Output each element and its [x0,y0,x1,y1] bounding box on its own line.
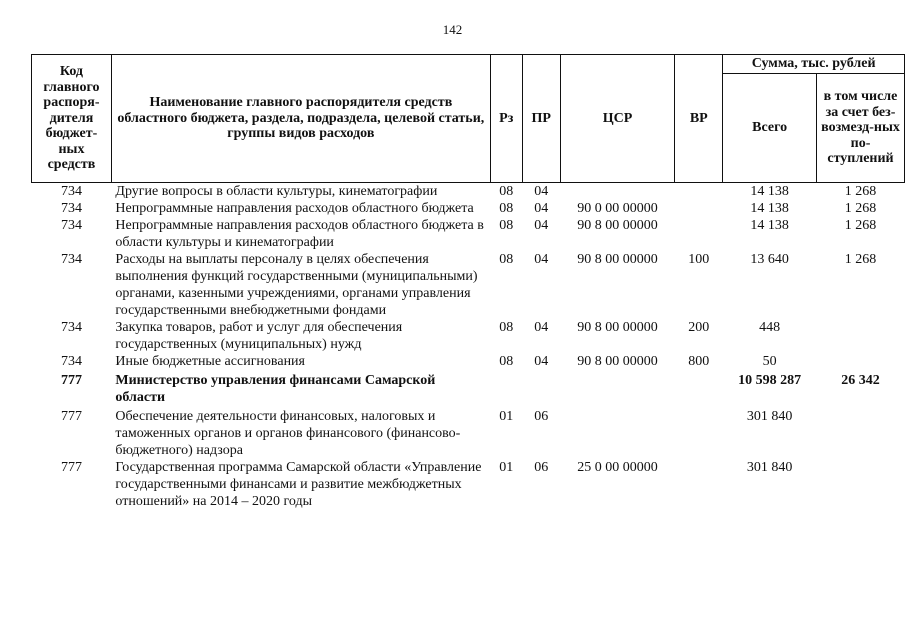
table-row [32,370,905,406]
cell-pr: 04 [534,320,549,335]
cell-csr [560,370,675,406]
cell-pr: 04 [534,252,549,267]
cell-name: Расходы на выплаты персоналу в целях обеспечения выполнения функций государственными (муниципальными) органами, казенными учреждениями, органами управления государственными внебюджетными фондами [115,252,478,318]
table-row [32,251,905,319]
cell-csr: 90 8 00 00000 [577,354,658,369]
table-row [32,406,905,459]
header-bezvozmezd: в том числе за счет без-возмезд-ных по-ступлений [817,74,905,183]
header-code: Код главного распоря-дителя бюджет-ных средств [32,55,112,183]
cell-pr: 04 [534,184,549,199]
cell-name: Закупка товаров, работ и услуг для обеспечения государственных (муниципальных) нужд [115,320,403,352]
cell-bez [817,353,905,370]
cell-vr [675,406,723,459]
cell-vr [675,370,723,406]
cell-pr: 04 [534,218,549,233]
cell-csr: 90 8 00 00000 [577,320,658,335]
cell-pr: 04 [534,354,549,369]
cell-total: 13 640 [750,252,789,267]
table-row [32,217,905,251]
cell-bez: 26 342 [841,373,880,388]
cell-total: 14 138 [750,218,789,233]
cell-vr [675,217,723,251]
cell-code: 777 [60,460,82,475]
cell-name: Непрограммные направления расходов областного бюджета [115,201,474,216]
cell-rz: 08 [499,320,514,335]
cell-csr [560,183,675,201]
cell-rz: 08 [499,252,514,267]
cell-rz: 01 [499,460,514,475]
cell-bez [817,459,905,510]
cell-vr [675,459,723,510]
cell-csr: 90 0 00 00000 [577,201,658,216]
header-vr: ВР [675,55,723,183]
table-row [32,319,905,353]
table-row [32,353,905,370]
header-csr: ЦСР [560,55,675,183]
cell-bez: 1 268 [844,184,877,199]
table-row [32,183,905,201]
cell-pr: 06 [534,460,549,475]
cell-name: Непрограммные направления расходов областного бюджета в области культуры и кинематографии [115,218,484,250]
cell-pr [522,370,560,406]
header-sum: Сумма, тыс. рублей [723,55,905,74]
header-name: Наименование главного распорядителя средств областного бюджета, раздела, подраздела, целевой статьи, группы видов расходов [111,55,490,183]
cell-rz [490,370,522,406]
cell-code: 734 [60,201,82,216]
cell-code: 734 [60,320,82,335]
table-row [32,459,905,510]
cell-name: Другие вопросы в области культуры, кинематографии [115,184,438,199]
cell-code: 777 [60,409,82,424]
cell-code: 734 [60,354,82,369]
cell-name: Министерство управления финансами Самарской области [115,373,436,405]
cell-bez [817,406,905,459]
cell-name: Обеспечение деятельности финансовых, налоговых и таможенных органов и органов финансового (финансово-бюджетного) надзора [115,409,461,458]
cell-total: 10 598 287 [738,373,802,388]
cell-name: Государственная программа Самарской области «Управление государственными финансами и развитие межбюджетных отношений» на 2014 – 2020 годы [115,460,482,509]
header-pr: ПР [522,55,560,183]
cell-csr: 90 8 00 00000 [577,252,658,267]
cell-csr [560,406,675,459]
cell-pr: 06 [534,409,549,424]
cell-total: 448 [759,320,781,335]
cell-total: 50 [762,354,777,369]
cell-bez [817,319,905,353]
cell-rz: 08 [499,184,514,199]
table-header [32,55,905,183]
cell-total: 14 138 [750,184,789,199]
cell-bez: 1 268 [844,201,877,216]
cell-vr: 200 [688,320,710,335]
cell-total: 14 138 [750,201,789,216]
cell-total: 301 840 [746,409,793,424]
cell-bez: 1 268 [844,218,877,233]
table-row [32,200,905,217]
cell-name: Иные бюджетные ассигнования [115,354,305,369]
cell-code: 777 [60,373,82,388]
budget-table [31,54,905,510]
cell-total: 301 840 [746,460,793,475]
cell-bez: 1 268 [844,252,877,267]
cell-code: 734 [60,184,82,199]
cell-pr: 04 [534,201,549,216]
cell-vr: 100 [688,252,710,267]
cell-rz: 08 [499,201,514,216]
header-rz: Рз [490,55,522,183]
cell-csr: 90 8 00 00000 [577,218,658,233]
table-body [32,183,905,511]
cell-csr: 25 0 00 00000 [577,460,658,475]
page-number: 142 [442,22,463,37]
cell-vr [675,183,723,201]
cell-code: 734 [60,218,82,233]
header-total: Всего [723,74,817,183]
cell-rz: 08 [499,354,514,369]
cell-vr [675,200,723,217]
cell-vr: 800 [688,354,710,369]
cell-rz: 01 [499,409,514,424]
cell-rz: 08 [499,218,514,233]
cell-code: 734 [60,252,82,267]
